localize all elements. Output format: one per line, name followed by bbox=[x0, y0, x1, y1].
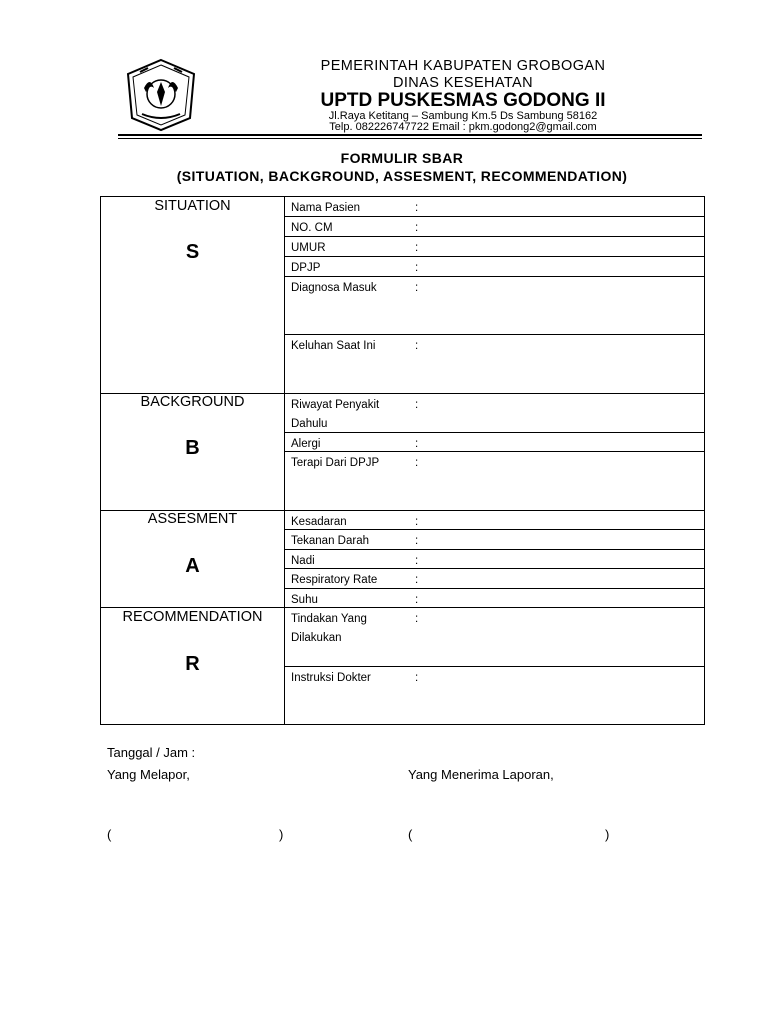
field-no-cm[interactable] bbox=[284, 216, 705, 237]
receiver-signature-close: ) bbox=[605, 827, 610, 842]
field-label: Diagnosa Masuk bbox=[291, 282, 377, 294]
header-contact: Telp. 082226747722 Email : pkm.godong2@gmail.com bbox=[329, 121, 597, 133]
form-subtitle: (SITUATION, BACKGROUND, ASSESMENT, RECOMMENDATION) bbox=[176, 168, 628, 184]
recommendation-letter: R bbox=[185, 653, 200, 675]
field-label: Instruksi Dokter bbox=[291, 672, 371, 684]
form-title: FORMULIR SBAR bbox=[340, 150, 464, 166]
field-colon: : bbox=[415, 262, 419, 274]
field-colon: : bbox=[415, 555, 419, 567]
field-instruksi-dokter[interactable] bbox=[284, 666, 705, 725]
field-label: Keluhan Saat Ini bbox=[291, 340, 376, 352]
field-kesadaran[interactable] bbox=[284, 510, 705, 530]
field-colon: : bbox=[415, 574, 419, 586]
field-label: Nadi bbox=[291, 555, 315, 567]
situation-section bbox=[100, 196, 285, 394]
datetime-label: Tanggal / Jam : bbox=[107, 745, 196, 760]
field-nadi[interactable] bbox=[284, 549, 705, 569]
field-colon: : bbox=[415, 613, 419, 625]
field-label: UMUR bbox=[291, 242, 326, 254]
background-title: BACKGROUND bbox=[140, 394, 245, 410]
situation-letter: S bbox=[185, 241, 200, 263]
field-colon: : bbox=[415, 399, 419, 411]
header-institution: UPTD PUSKESMAS GODONG II bbox=[320, 90, 606, 111]
field-label: DPJP bbox=[291, 262, 321, 274]
field-respiratory-rate[interactable] bbox=[284, 568, 705, 589]
field-colon: : bbox=[415, 242, 419, 254]
receiver-label: Yang Menerima Laporan, bbox=[408, 767, 554, 782]
field-label: Alergi bbox=[291, 438, 321, 450]
field-tekanan-darah[interactable] bbox=[284, 529, 705, 550]
field-keluhan-saat-ini[interactable] bbox=[284, 334, 705, 394]
field-label: Tekanan Darah bbox=[291, 535, 369, 547]
field-label: Tindakan Yang Dilakukan bbox=[291, 613, 367, 644]
reporter-label: Yang Melapor, bbox=[107, 767, 190, 782]
field-label: Kesadaran bbox=[291, 516, 347, 528]
field-nama-pasien[interactable] bbox=[284, 196, 705, 217]
background-section bbox=[100, 393, 285, 511]
receiver-signature-open: ( bbox=[408, 827, 413, 842]
field-colon: : bbox=[415, 672, 419, 684]
field-label: Terapi Dari DPJP bbox=[291, 457, 380, 469]
field-diagnosa-masuk[interactable] bbox=[284, 276, 705, 335]
header-divider-thick bbox=[118, 134, 702, 136]
field-colon: : bbox=[415, 438, 419, 450]
recommendation-section bbox=[100, 607, 285, 725]
field-colon: : bbox=[415, 202, 419, 214]
field-colon: : bbox=[415, 535, 419, 547]
reporter-signature-open: ( bbox=[107, 827, 112, 842]
field-dpjp[interactable] bbox=[284, 256, 705, 277]
field-riwayat-penyakit-dahulu[interactable] bbox=[284, 393, 705, 433]
field-tindakan-yang-dilakukan[interactable] bbox=[284, 607, 705, 667]
field-label: Riwayat Penyakit Dahulu bbox=[291, 399, 380, 430]
field-umur[interactable] bbox=[284, 236, 705, 257]
field-colon: : bbox=[415, 457, 419, 469]
assesment-section bbox=[100, 510, 285, 608]
assesment-title: ASSESMENT bbox=[147, 511, 238, 527]
background-letter: B bbox=[185, 437, 200, 459]
field-colon: : bbox=[415, 282, 419, 294]
recommendation-title: RECOMMENDATION bbox=[122, 609, 263, 625]
field-colon: : bbox=[415, 340, 419, 352]
government-emblem-logo bbox=[124, 58, 198, 132]
field-colon: : bbox=[415, 222, 419, 234]
field-alergi[interactable] bbox=[284, 432, 705, 452]
situation-title: SITUATION bbox=[154, 198, 231, 214]
assesment-letter: A bbox=[185, 555, 200, 577]
header-government: PEMERINTAH KABUPATEN GROBOGAN bbox=[320, 58, 606, 74]
field-label: Respiratory Rate bbox=[291, 574, 378, 586]
reporter-signature-close: ) bbox=[279, 827, 284, 842]
field-colon: : bbox=[415, 516, 419, 528]
header-address: Jl.Raya Ketitang – Sambung Km.5 Ds Sambung 58162 bbox=[328, 110, 598, 122]
field-suhu[interactable] bbox=[284, 588, 705, 608]
field-terapi-dari-dpjp[interactable] bbox=[284, 451, 705, 511]
field-label: Suhu bbox=[291, 594, 318, 606]
field-label: NO. CM bbox=[291, 222, 333, 234]
field-label: Nama Pasien bbox=[291, 202, 361, 214]
field-colon: : bbox=[415, 594, 419, 606]
header-department: DINAS KESEHATAN bbox=[392, 75, 534, 91]
header-divider-thin bbox=[118, 138, 702, 139]
